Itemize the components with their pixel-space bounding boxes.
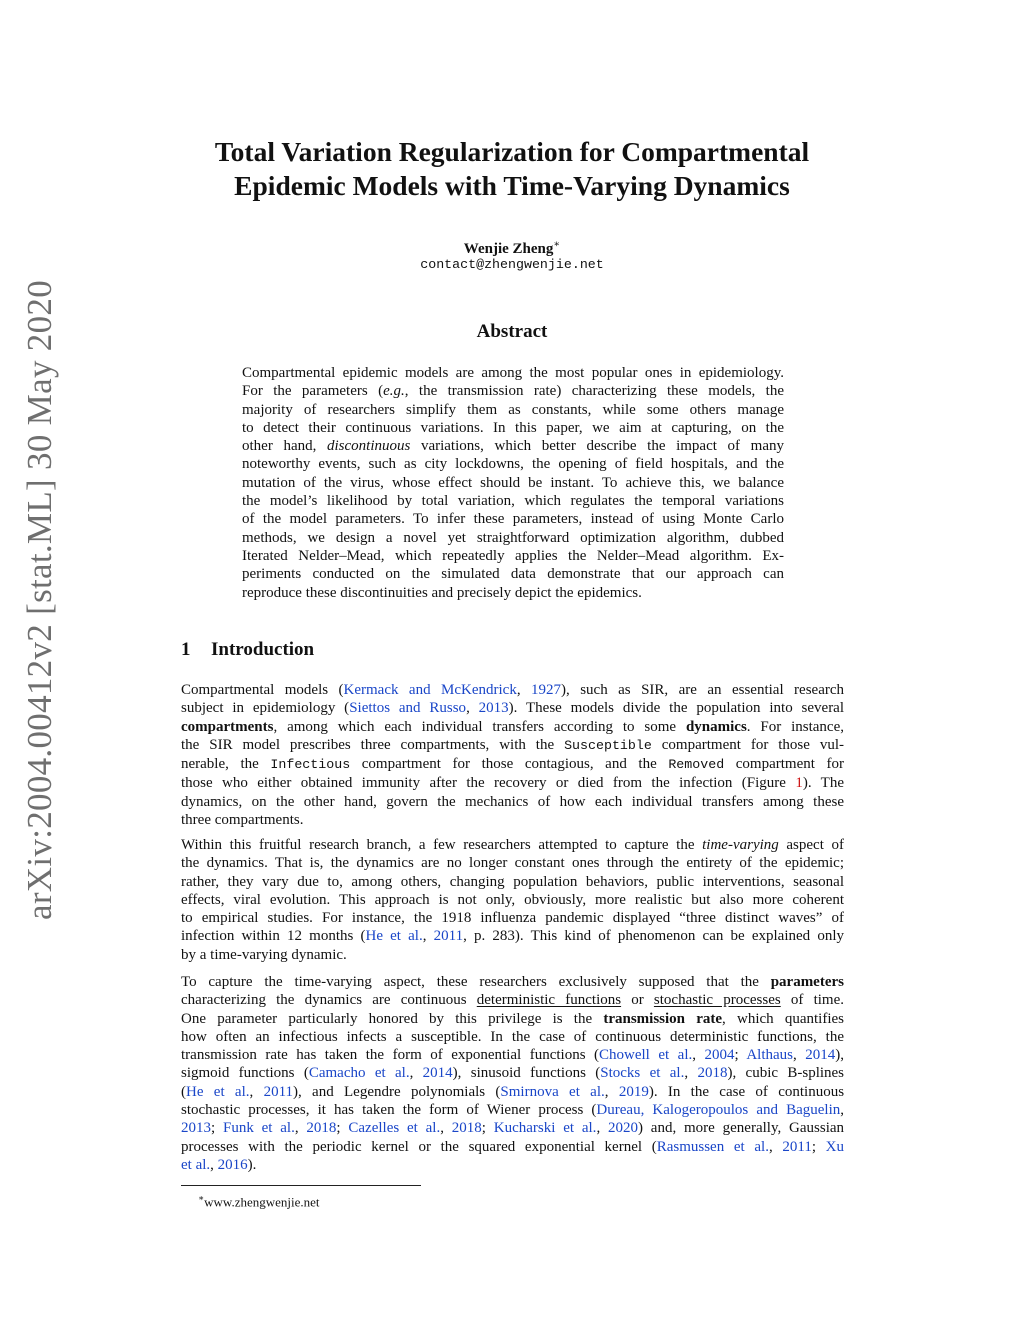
author-footnote-mark: ∗ bbox=[553, 239, 561, 250]
paragraph-line: by a time-varying dynamic. bbox=[181, 946, 347, 963]
citation-link[interactable]: 2011 bbox=[263, 1083, 294, 1100]
abstract-line: mutation of the virus, whose effect should be instant. To achieve this, we balance bbox=[242, 474, 784, 491]
title-line-2: Epidemic Models with Time-Varying Dynamics bbox=[234, 170, 790, 201]
citation-link[interactable]: Stocks et al. bbox=[600, 1065, 685, 1082]
paragraph-line: subject in epidemiology (Siettos and Russo, 2013). These models divide the population into several bbox=[181, 700, 845, 717]
paragraph-line: the dynamics. That is, the dynamics are no longer constant ones through the entirety of the epidemic; bbox=[181, 855, 844, 872]
title-line-1: Total Variation Regularization for Compartmental bbox=[214, 136, 810, 167]
citation-link[interactable]: 2018 bbox=[306, 1120, 337, 1137]
citation-link[interactable]: 1927 bbox=[531, 682, 562, 698]
citation-link[interactable]: 2018 bbox=[451, 1120, 482, 1137]
citation-link[interactable]: Xu bbox=[825, 1138, 845, 1155]
abstract-line: majority of researchers simplify them as constants, while some others manage bbox=[242, 401, 784, 418]
footnote-url[interactable]: www.zhengwenjie.net bbox=[204, 1194, 320, 1210]
citation-link[interactable]: et al. bbox=[181, 1156, 211, 1173]
paragraph-line: to empirical studies. For instance, the 1918 influenza pandemic displayed “three distinct waves” of bbox=[181, 910, 844, 927]
paragraph-line: compartments, among which each individual transfers according to some dynamics. For instance, bbox=[181, 718, 844, 735]
paragraph-line: One parameter particularly honored by this privilege is the transmission rate, which quantifies bbox=[181, 1010, 845, 1027]
paragraph-line: stochastic processes, it has taken the form of Wiener process (Dureau, Kalogeropoulos and Baguelin, bbox=[181, 1102, 844, 1119]
paragraph-line: three compartments. bbox=[181, 812, 304, 829]
paragraph-line: nerable, the Infectious compartment for those contagious, and the Removed compartment for bbox=[181, 756, 844, 773]
citation-link[interactable]: 2004 bbox=[704, 1047, 735, 1064]
paragraph-line: dynamics, on the other hand, govern the mechanics of how each individual transfers among these bbox=[181, 793, 844, 810]
footnote-divider bbox=[181, 1185, 421, 1186]
citation-link[interactable]: Smirnova et al. bbox=[500, 1083, 605, 1100]
paragraph-line: (He et al., 2011), and Legendre polynomials (Smirnova et al., 2019). In the case of continuous bbox=[181, 1083, 845, 1100]
paragraph-line: To capture the time-varying aspect, these researchers exclusively supposed that the parameters bbox=[181, 974, 844, 990]
abstract-line: to detect their continuous variations. In this paper, we aim at capturing, on the bbox=[242, 419, 784, 436]
citation-link[interactable]: He et al. bbox=[365, 928, 423, 945]
paragraph-line: those who either obtained immunity after the recovery or died from the infection (Figure 1). The bbox=[181, 775, 844, 792]
citation-link[interactable]: 2011 bbox=[433, 928, 464, 945]
abstract-heading: Abstract bbox=[476, 321, 548, 342]
paragraph-line: effects, viral evolution. This approach is not only, obviously, more realistic but also more coherent bbox=[181, 891, 844, 908]
citation-link[interactable]: He et al. bbox=[186, 1083, 250, 1100]
paragraph-line: characterizing the dynamics are continuous deterministic functions or stochastic processes of time. bbox=[181, 992, 844, 1009]
arxiv-sidebar bbox=[10, 220, 70, 980]
footnote-mark: ∗ bbox=[198, 1193, 205, 1203]
section-number: 1 bbox=[181, 639, 191, 660]
paragraph-line: Compartmental models (Kermack and McKendrick, 1927), such as SIR, are an essential research bbox=[181, 682, 845, 698]
abstract-line: For the parameters (e.g., the transmission rate) characterizing these models, the bbox=[242, 383, 784, 400]
citation-link[interactable]: 2016 bbox=[217, 1156, 248, 1173]
citation-link[interactable]: Funk et al. bbox=[222, 1120, 295, 1137]
paragraph-line: infection within 12 months (He et al., 2011, p. 283). This kind of phenomenon can be explained only bbox=[181, 928, 844, 945]
paragraph-line: the SIR model prescribes three compartments, with the Susceptible compartment for those vul- bbox=[181, 736, 844, 753]
citation-link[interactable]: Cazelles et al. bbox=[348, 1120, 441, 1137]
abstract-line: the model’s likelihood by total variation, which regulates the temporal variations bbox=[242, 493, 784, 510]
abstract-line: of the model parameters. To infer these parameters, instead of using Monte Carlo bbox=[242, 511, 784, 528]
intro-paragraph-3 bbox=[181, 973, 844, 1174]
citation-link[interactable]: 2014 bbox=[422, 1065, 453, 1082]
author-email[interactable]: contact@zhengwenjie.net bbox=[420, 257, 604, 272]
author-name: Wenjie Zheng bbox=[463, 241, 554, 257]
section-heading-introduction bbox=[181, 638, 314, 662]
abstract-line: Iterated Nelder–Mead, which repeatedly applies the Nelder–Mead algorithm. Ex- bbox=[242, 547, 784, 564]
paper-title bbox=[140, 135, 884, 203]
citation-link[interactable]: Dureau, Kalogeropoulos and Baguelin bbox=[596, 1102, 841, 1119]
section-title: Introduction bbox=[211, 639, 315, 660]
paragraph-line: et al., 2016). bbox=[181, 1156, 257, 1173]
paragraph-line: how often an infectious infects a susceptible. In the case of continuous deterministic functions, the bbox=[181, 1028, 844, 1045]
paragraph-line: Within this fruitful research branch, a few researchers attempted to capture the time-varying aspect of bbox=[181, 837, 844, 853]
paragraph-line: 2013; Funk et al., 2018; Cazelles et al., 2018; Kucharski et al., 2020) and, more generally, Gaussian bbox=[181, 1120, 845, 1137]
abstract-line: noteworthy events, such as city lockdowns, the opening of field hospitals, and the bbox=[242, 456, 784, 473]
abstract-line: reproduce these discontinuities and precisely depict the epidemics. bbox=[242, 584, 642, 601]
citation-link[interactable]: Althaus bbox=[746, 1047, 794, 1064]
citation-link[interactable]: 2020 bbox=[608, 1120, 638, 1137]
abstract-body bbox=[242, 364, 784, 602]
citation-link[interactable]: 2014 bbox=[805, 1047, 836, 1064]
arxiv-identifier: arXiv:2004.00412v2 [stat.ML] 30 May 2020 bbox=[20, 280, 59, 920]
abstract-line: other hand, discontinuous variations, which better describe the impact of many bbox=[242, 438, 784, 455]
citation-link[interactable]: Chowell et al. bbox=[599, 1047, 693, 1064]
citation-link[interactable]: 2018 bbox=[697, 1065, 728, 1082]
paragraph-line: processes with the periodic kernel or the squared exponential kernel (Rasmussen et al., 2011; Xu bbox=[181, 1138, 845, 1155]
citation-link[interactable]: Siettos and Russo bbox=[349, 700, 467, 717]
citation-link[interactable]: Camacho et al. bbox=[308, 1065, 410, 1082]
citation-link[interactable]: Kucharski et al. bbox=[493, 1120, 597, 1137]
citation-link[interactable]: 2019 bbox=[618, 1083, 649, 1100]
citation-link[interactable]: Rasmussen et al. bbox=[656, 1138, 769, 1155]
abstract-line: periments conducted on the simulated data demonstrate that our approach can bbox=[242, 566, 784, 583]
intro-paragraph-2 bbox=[181, 836, 844, 964]
paragraph-line: sigmoid functions (Camacho et al., 2014), sinusoid functions (Stocks et al., 2018), cubic B-splines bbox=[181, 1065, 845, 1082]
footnote bbox=[198, 1190, 320, 1210]
abstract-line: methods, we design a novel yet straightforward optimization algorithm, dubbed bbox=[242, 529, 784, 546]
citation-link[interactable]: 2013 bbox=[181, 1120, 211, 1137]
citation-link[interactable]: 2013 bbox=[478, 700, 509, 717]
citation-link[interactable]: 2011 bbox=[782, 1138, 812, 1155]
paragraph-line: rather, they vary due to, among others, changing population behaviors, public interventions, seasonal bbox=[181, 873, 844, 890]
author-block bbox=[140, 236, 884, 258]
figure-reference-link[interactable]: 1 bbox=[795, 775, 803, 792]
paragraph-line: transmission rate has taken the form of exponential functions (Chowell et al., 2004; Althaus, 2014), bbox=[181, 1047, 845, 1064]
abstract-line: Compartmental epidemic models are among the most popular ones in epidemiology. bbox=[242, 365, 784, 381]
intro-paragraph-1 bbox=[181, 681, 844, 829]
citation-link[interactable]: Kermack and McKendrick bbox=[343, 682, 517, 698]
